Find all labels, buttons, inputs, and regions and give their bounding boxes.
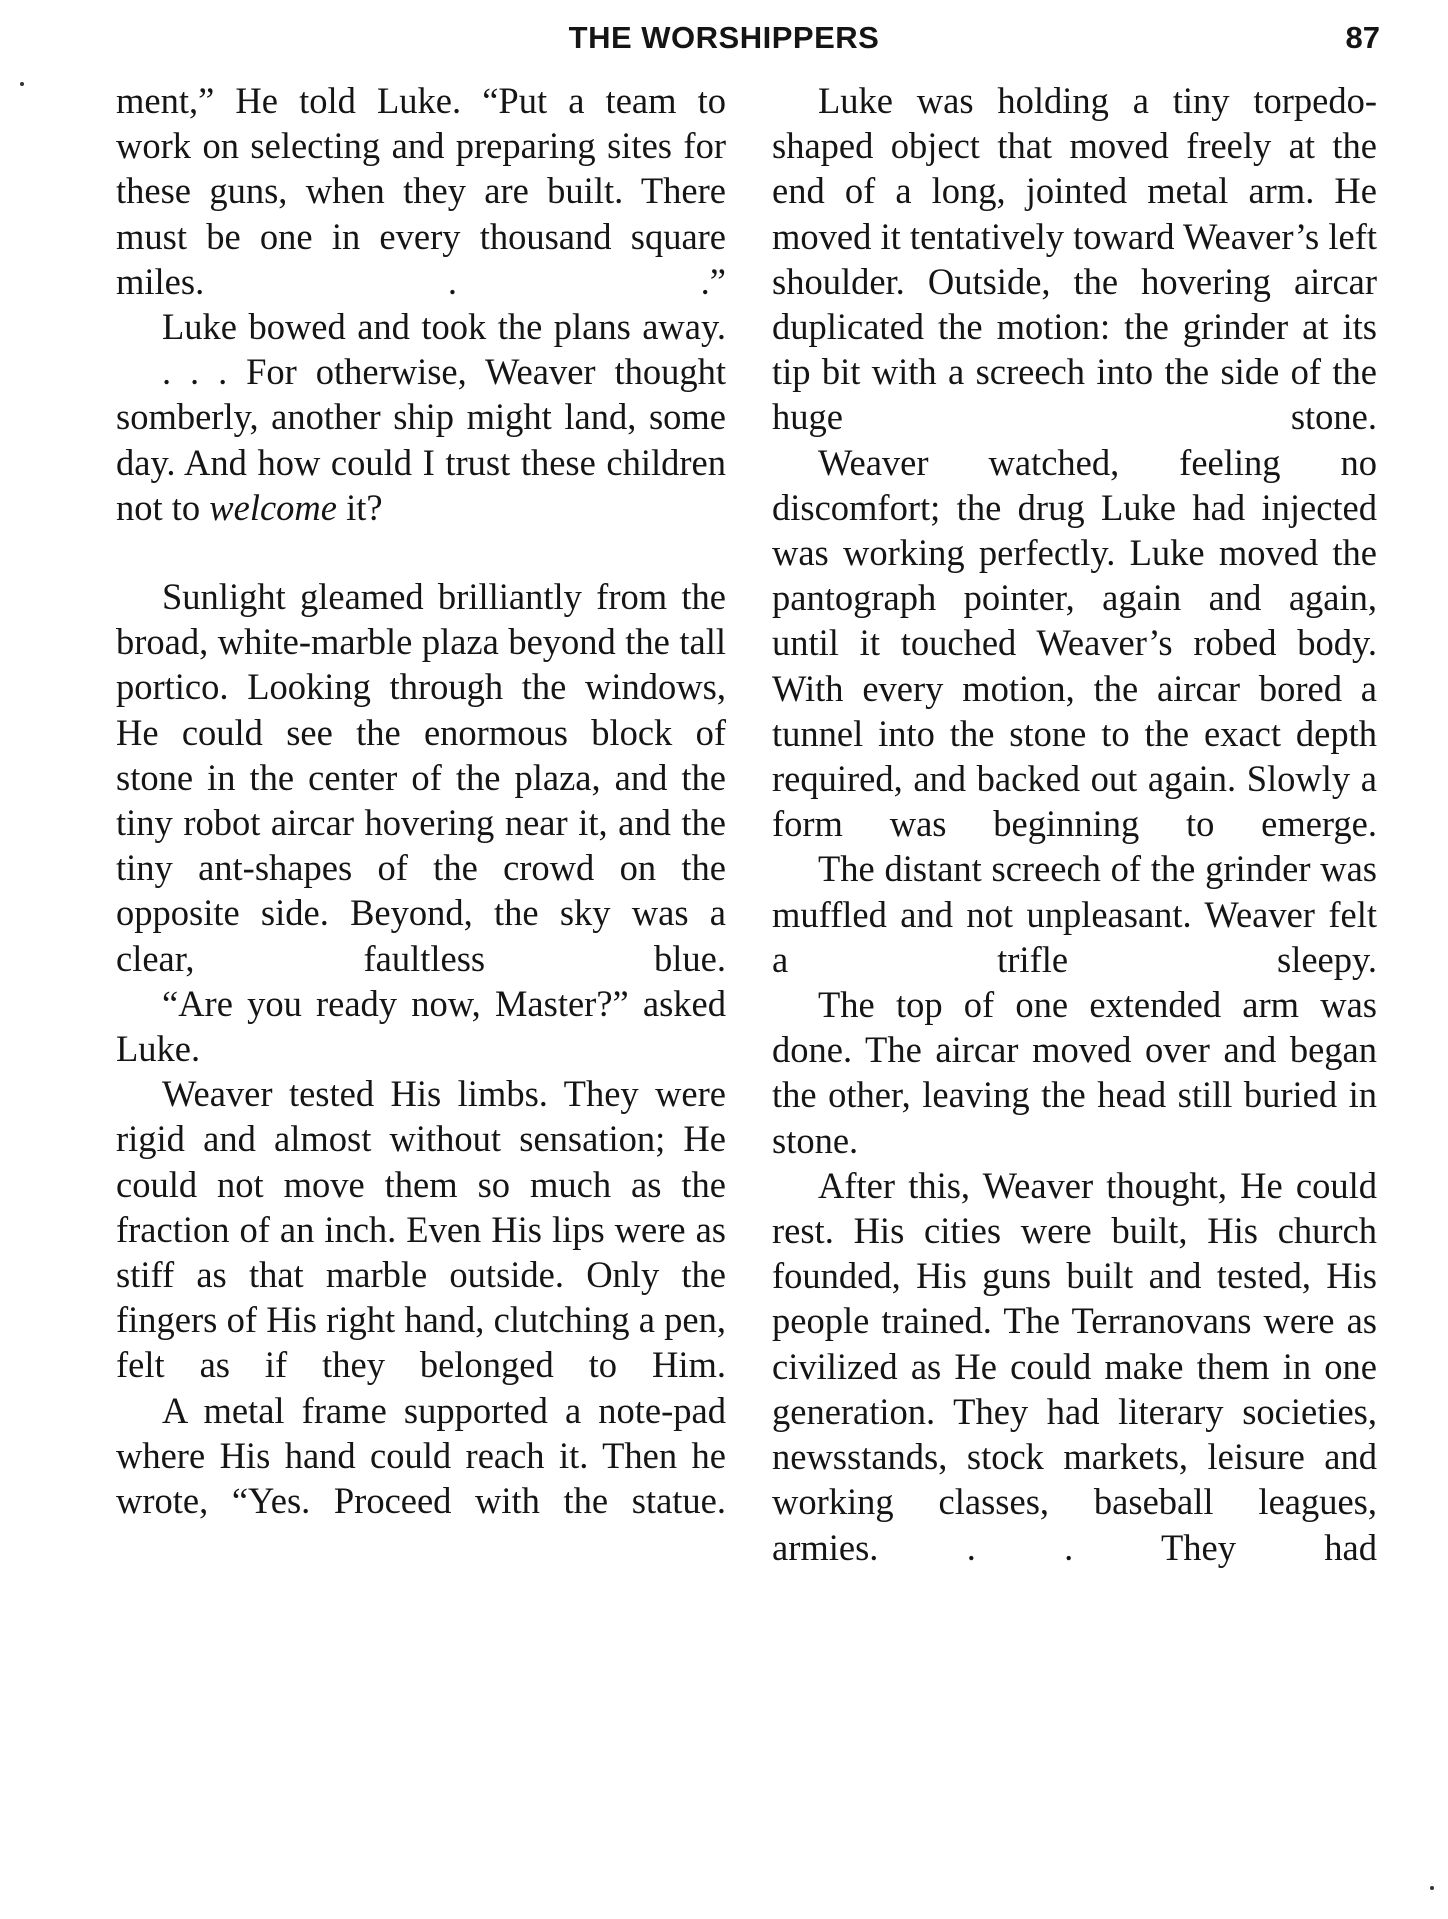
left-paragraph-2: Luke bowed and took the plans away. xyxy=(162,306,726,348)
running-head xyxy=(0,16,1448,60)
left-paragraph-7: A metal frame supported a note-pad where His hand could reach it. Then he wrote, “Yes. Proceed with the statue. xyxy=(116,1389,726,1522)
page-number: 87 xyxy=(1345,20,1380,55)
left-paragraph-3 xyxy=(116,349,726,530)
left-paragraph-5: “Are you ready now, Master?” asked Luke. xyxy=(116,982,726,1070)
left-paragraph-3-text-b: it? xyxy=(337,486,383,528)
print-speck xyxy=(1430,1886,1434,1890)
right-column xyxy=(772,78,1377,1570)
right-paragraph-2: Weaver watched, feeling no discomfort; the drug Luke had injected was working perfectly. Luke moved the pantograph pointer, again and again, until it touched Weaver’s robed body. With every motion, the aircar bored a tunnel into the stone to the exact depth required, and backed out again. Slowly a form was beginning to emerge. xyxy=(772,441,1377,845)
left-paragraph-3-text-a: . . . For otherwise, Weaver thought somberly, another ship might land, some day. And how could I trust these children not to xyxy=(116,351,726,528)
right-paragraph-5: After this, Weaver thought, He could rest. His cities were built, His church founded, His guns built and tested, His people trained. The Terranovans were as civilized as He could make them in one generation. They had literary societies, newsstands, stock markets, leisure and working classes, baseball leagues, armies. . . They had xyxy=(772,1164,1377,1568)
left-paragraph-4: Sunlight gleamed brilliantly from the broad, white-marble plaza beyond the tall portico. Looking through the windows, He could see the enormous block of stone in the center of the plaza, and the tiny robot aircar hovering near it, and the tiny ant-shapes of the crowd on the opposite side. Beyond, the sky was a clear, faultless blue. xyxy=(116,576,726,979)
right-paragraph-3: The distant screech of the grinder was muffled and not unpleasant. Weaver felt a trifle sleepy. xyxy=(772,848,1377,980)
right-paragraph-1: Luke was holding a tiny torpedo-shaped object that moved freely at the end of a long, jointed metal arm. He moved it tentatively toward Weaver’s left shoulder. Outside, the hovering aircar duplicated the motion: the grinder at its tip bit with a screech into the side of the huge stone. xyxy=(772,80,1377,438)
left-paragraph-6: Weaver tested His limbs. They were rigid and almost without sensation; He could not move them so much as the fraction of an inch. Even His lips were as stiff as that marble outside. Only the fingers of His right hand, clutching a pen, felt as if they belonged to Him. xyxy=(116,1073,726,1386)
print-speck xyxy=(20,82,24,86)
left-column xyxy=(116,78,726,1523)
left-paragraph-3-emphasis: welcome xyxy=(209,486,337,528)
running-title: THE WORSHIPPERS xyxy=(568,20,880,55)
right-paragraph-4: The top of one extended arm was done. The aircar moved over and began the other, leaving the head still buried in stone. xyxy=(772,984,1377,1161)
left-paragraph-1: ment,” He told Luke. “Put a team to work on selecting and preparing sites for these guns, when they are built. There must be one in every thousand square miles. . .” xyxy=(116,80,726,302)
